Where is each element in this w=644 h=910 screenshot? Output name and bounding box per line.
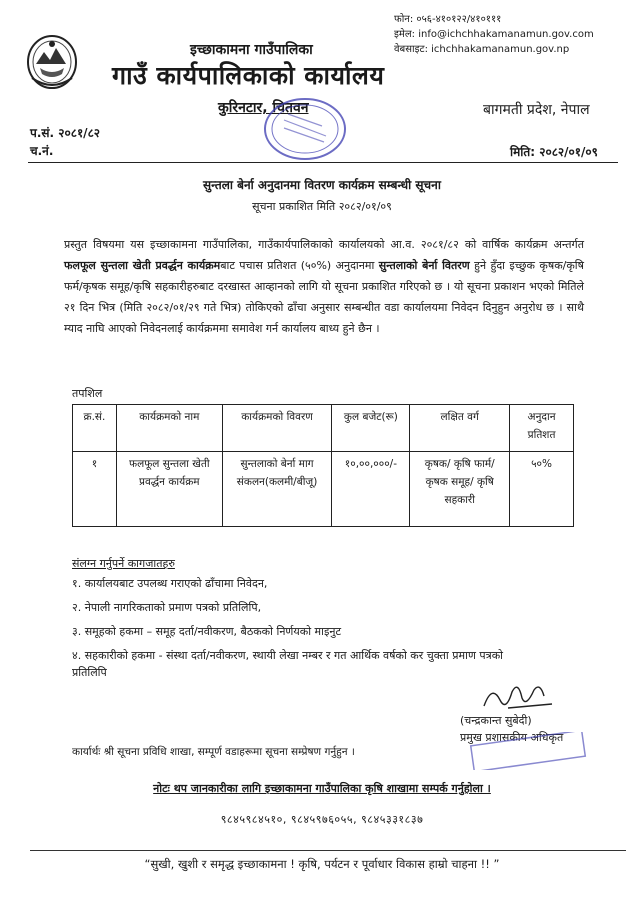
org-name: इच्छाकामना गाउँपालिका <box>190 42 313 58</box>
contact-email: इमेल: info@ichchhakamanamun.gov.com <box>394 29 594 40</box>
header-divider <box>28 162 618 163</box>
office-place: कुरिनटार, चितवन <box>218 100 309 116</box>
contact-note-text: नोटः थप जानकारीका लागि इच्छाकामना गाउँपालिका कृषि शाखामा सम्पर्क गर्नुहोला । <box>153 782 491 795</box>
col-target-group: लक्षित वर्ग <box>410 405 510 452</box>
details-table <box>72 404 574 527</box>
body-part-1: प्रस्तुत विषयमा यस इच्छाकामना गाउँपालिका, गाउँकार्यपालिकाको कार्यालयको आ.व. २०८१/८२ को वार्षिक कार्यक्रम अन्तर्गत <box>64 238 584 251</box>
body-part-3: हुने हुँदा इच्छुक कृषक/कृषि फर्म/कृषक समूह/कृषि सहकारीहरुबाट दरखास्त आव्हानको लागि यो सूचना प्रकाशित गरिएको छ । यो सूचना प्रकाशन भएको मितिले २१ दिन भित्र (मिति २०८२/०१/२९ गते भित्र) तोकिएको ढाँचा अनुसार सम्बन्धीत वडा कार्यालयमा निवेदन दिनुहुन अनुरोध छ । साथै म्याद नाघि आएको निवेदनलाई कार्यक्रममा समावेश गर्न कार्यालय बाध्य हुने छैन । <box>64 259 585 335</box>
table-header-row <box>73 405 574 452</box>
col-serial: क्र.सं. <box>73 405 117 452</box>
notice-body <box>64 234 584 339</box>
table-caption: तपशिल <box>72 387 103 400</box>
col-program-name: कार्यक्रमको नाम <box>116 405 222 452</box>
cell-program-name: फलफूल सुन्तला खेती प्रवर्द्धन कार्यक्रम <box>116 452 222 527</box>
attachment-item: ३. समूहको हकमा – समूह दर्ता/नवीकरण, बैठकको निर्णयको माइनुट <box>72 625 342 638</box>
attachments-heading: संलग्न गर्नुपर्ने कागजातहरु <box>72 557 175 570</box>
signatory-title: प्रमुख प्रशासकीय अधिकृत <box>460 731 564 744</box>
notice-subject: सुन्तला बेर्ना अनुदानमा वितरण कार्यक्रम सम्बन्धी सूचना <box>203 178 441 192</box>
signatory-name: (चन्द्रकान्त सुबेदी) <box>460 714 532 727</box>
slogan: “सुखी, खुशी र समृद्ध इच्छाकामना ! कृषि, पर्यटन र पूर्वाधार विकास हाम्रो चाहना !! ” <box>144 857 500 871</box>
nepal-emblem-icon <box>26 34 78 90</box>
body-bold-distribution: सुन्तलाको बेर्ना वितरण <box>378 259 470 272</box>
cell-budget: १०,००,०००/- <box>332 452 410 527</box>
contact-phone: फोन: ०५६-४१०१२२/४१०१११ <box>394 14 502 25</box>
office-title: गाउँ कार्यपालिकाको कार्यालय <box>112 61 385 90</box>
officer-stamp-icon <box>468 732 588 770</box>
footer-divider <box>30 850 626 851</box>
ref-number: प.सं. २०८१/८२ <box>30 126 101 140</box>
dispatch-number: च.नं. <box>30 144 54 158</box>
col-subsidy-percent: अनुदान प्रतिशत <box>510 405 574 452</box>
office-seal-icon <box>262 96 348 162</box>
phone-numbers: ९८४५९८४५१०, ९८४५९७६०५५, ९८४५३३१८३७ <box>220 813 424 826</box>
contact-block <box>394 12 624 57</box>
action-line: कार्यार्थः श्री सूचना प्रविधि शाखा, सम्पूर्ण वडाहरूमा सूचना सम्प्रेषण गर्नुहुन । <box>72 746 355 758</box>
attachment-item: २. नेपाली नागरिकताको प्रमाण पत्रको प्रतिलिपि, <box>72 601 262 614</box>
cell-target-group: कृषक/ कृषि फार्म/ कृषक समूह/ कृषि सहकारी <box>410 452 510 527</box>
cell-serial: १ <box>73 452 117 527</box>
attachment-item: १. कार्यालयबाट उपलब्ध गराएको ढाँचामा निवेदन, <box>72 577 268 590</box>
reference-block <box>30 124 100 160</box>
cell-program-detail: सुन्तलाको बेर्ना माग संकलन(कलमी/बीजू) <box>222 452 332 527</box>
contact-website: वेबसाइट: ichchhakamanamun.gov.np <box>394 44 570 55</box>
col-budget: कुल बजेट(रू) <box>332 405 410 452</box>
notice-published-date: सूचना प्रकाशित मिति २०८२/०१/०९ <box>252 200 392 213</box>
province: बागमती प्रदेश, नेपाल <box>483 102 590 118</box>
letter-date: मिति: २०८२/०१/०९ <box>510 145 598 159</box>
col-program-detail: कार्यक्रमको विवरण <box>222 405 332 452</box>
body-bold-program: फलफूल सुन्तला खेती प्रवर्द्धन कार्यक्रम <box>64 259 221 272</box>
cell-subsidy-percent: ५०% <box>510 452 574 527</box>
attachment-item: ४. सहकारीको हकमा - संस्था दर्ता/नवीकरण, स्थायी लेखा नम्बर र गत आर्थिक वर्षको कर चुक्ता प्रमाण पत्रको प्रतिलिपि <box>72 649 504 679</box>
body-part-2: बाट पचास प्रतिशत (५०%) अनुदानमा <box>220 259 379 272</box>
table-row <box>73 452 574 527</box>
contact-note <box>0 781 644 796</box>
